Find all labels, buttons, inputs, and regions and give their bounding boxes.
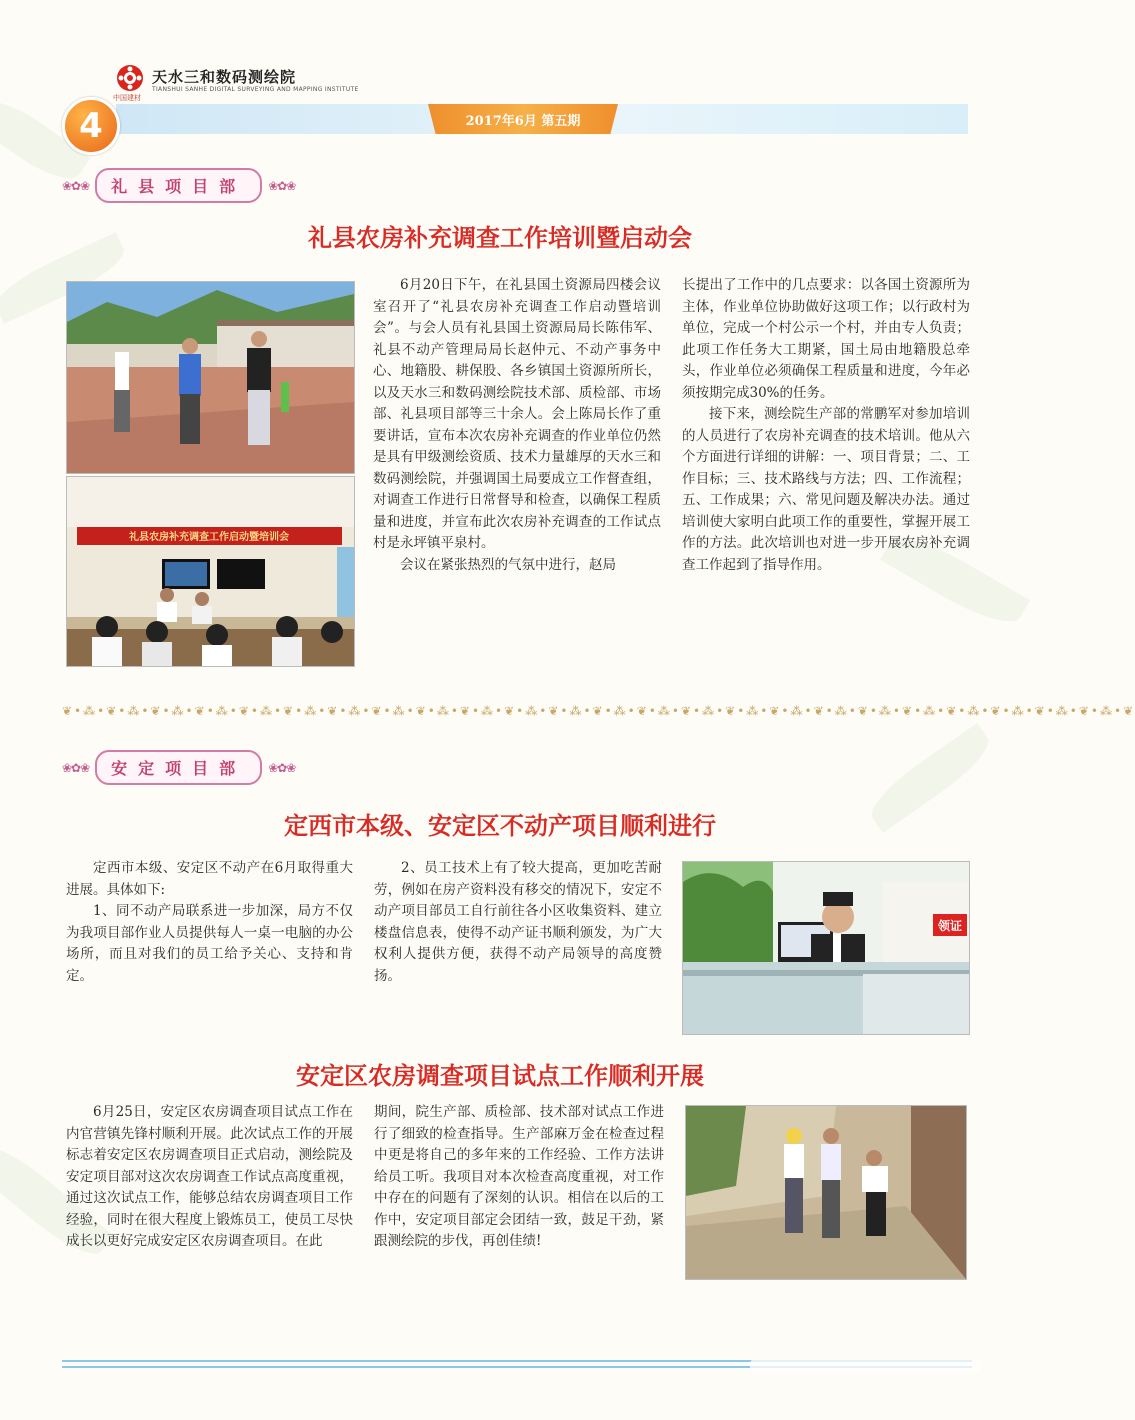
flower-ornament-icon: ❀✿❀	[268, 178, 296, 193]
meeting-banner: 礼县农房补充调查工作启动暨培训会	[129, 532, 289, 543]
ornamental-divider: ❦•⁂•❦•⁂•❦•⁂•❦•⁂•❦•⁂•❦•⁂•❦•⁂•❦•⁂•❦•⁂•❦•⁂•❦•⁂•❦•⁂•❦•⁂•❦•⁂•❦•⁂•❦•⁂•❦•⁂•❦•⁂•❦•⁂•❦•⁂•❦•⁂•❦•⁂•❦•⁂•❦•⁂•❦	[62, 704, 1135, 718]
section-tag-lixian	[62, 168, 295, 203]
paragraph: 6月25日，安定区农房调查项目试点工作在内官营镇先锋村顺利开展。此次试点工作的开展标志着安定区农房调查项目正式启动，测绘院及安定项目部对这次农房调查工作试点高度重视，通过这次试点工作，能够总结农房调查项目工作经验，同时在很大程度上锻炼员工，使员工尽快成长以更好完成安定区农房调查项目。在此	[66, 1104, 353, 1249]
issue-date: 2017年6月 第五期	[465, 114, 581, 129]
flower-ornament-icon: ❀✿❀	[62, 760, 90, 775]
photo-meeting-room	[66, 476, 355, 667]
section-tag-label: 礼县项目部	[95, 168, 262, 203]
paragraph: 6月20日下午，在礼县国土资源局四楼会议室召开了“礼县农房补充调查工作启动暨培训会”。与会人员有礼县国土资源局局长陈伟军、礼县不动产管理局局长赵仲元、不动产事务中心、地籍股、耕保股、各乡镇国土资源所所长，以及天水三和数码测绘院技术部、质检部、市场部、礼县项目部等三十余人。会上陈局长作了重要讲话，宣布本次农房补充调查的作业单位仍然是具有甲级测绘资质、技术力量雄厚的天水三和数码测绘院，并强调国土局要成立工作督查组，对调查工作进行日常督导和检查，以确保工程质量和进度，并宣布此次农房补充调查的工作试点村是永坪镇平泉村。	[373, 277, 661, 551]
paragraph: 定西市本级、安定区不动产在6月取得重大进展。具体如下:	[66, 860, 353, 898]
paragraph: 2、员工技术上有了较大提高，更加吃苦耐劳，例如在房产资料没有移交的情况下，安定不动产项目部员工自行前往各小区收集资料、建立楼盘信息表，使得不动产证书顺利颁发，为广大权利人提供方便，获得不动产局领导的高度赞扬。	[374, 860, 662, 984]
flower-ornament-icon: ❀✿❀	[62, 178, 90, 193]
paragraph: 期间，院生产部、质检部、技术部对试点工作进行了细致的检查指导。生产部麻万金在检查过程中更是将自己的多年来的工作经验、工作方法讲给员工听。我项目对本次检查高度重视，对工作中存在的问题有了深刻的认识。相信在以后的工作中，安定项目部定会团结一致，鼓足干劲，紧跟测绘院的步伐，再创佳绩!	[374, 1104, 664, 1249]
article-title-anding-pilot: 安定区农房调查项目试点工作顺利开展	[296, 1062, 704, 1090]
logo-caption: 中国建材	[113, 94, 141, 102]
paragraph: 接下来，测绘院生产部的常鹏军对参加培训的人员进行了农房补充调查的技术培训。他从六个方面进行详细的讲解：一、项目背景；二、工作目标；三、技术路线与方法；四、工作流程；五、工作成果；六、常见问题及解决办法。通过培训使大家明白此项工作的重要性，掌握开展工作的方法。此次培训也对进一步开展农房补充调查工作起到了指导作用。	[682, 406, 970, 573]
paragraph: 长提出了工作中的几点要求：以各国土资源所为主体，作业单位协助做好这项工作；以行政村为单位，完成一个村公示一个村，并由专人负责；此项工作任务大工期紧，国土局由地籍股总牵头，作业单位必须确保工程质量和进度，今年必须按期完成30%的任务。	[682, 277, 970, 401]
article-column-1	[66, 1102, 353, 1253]
org-name-en: TIANSHUI SANHE DIGITAL SURVEYING AND MAPPING INSTITUTE	[152, 86, 359, 93]
paragraph: 1、同不动产局联系进一步加深，局方不仅为我项目部作业人员提供每人一桌一电脑的办公场所，而且对我们的员工给予关心、支持和肯定。	[66, 903, 353, 984]
photo-sign-text: 领证	[937, 919, 963, 933]
page-number: 4	[62, 97, 120, 155]
article-column-1	[373, 275, 661, 576]
org-logo	[116, 64, 144, 92]
photo-staff-at-desk	[682, 861, 970, 1035]
section-tag-anding	[62, 750, 295, 785]
article-column-2	[374, 858, 662, 987]
article-column-2	[374, 1102, 664, 1253]
watermark	[750, 1360, 980, 1372]
photo-field-inspection	[685, 1105, 967, 1280]
article-title-dingxi: 定西市本级、安定区不动产项目顺利进行	[284, 812, 716, 840]
article-column-2	[682, 275, 970, 576]
article-title-lixian: 礼县农房补充调查工作培训暨启动会	[308, 224, 692, 252]
article-column-1	[66, 858, 353, 987]
paragraph: 会议在紧张热烈的气氛中进行，赵局	[400, 556, 616, 573]
section-tag-label: 安定项目部	[95, 750, 262, 785]
org-name: 天水三和数码测绘院	[152, 68, 297, 86]
photo-officials-walking	[66, 281, 355, 474]
flower-ornament-icon: ❀✿❀	[268, 760, 296, 775]
